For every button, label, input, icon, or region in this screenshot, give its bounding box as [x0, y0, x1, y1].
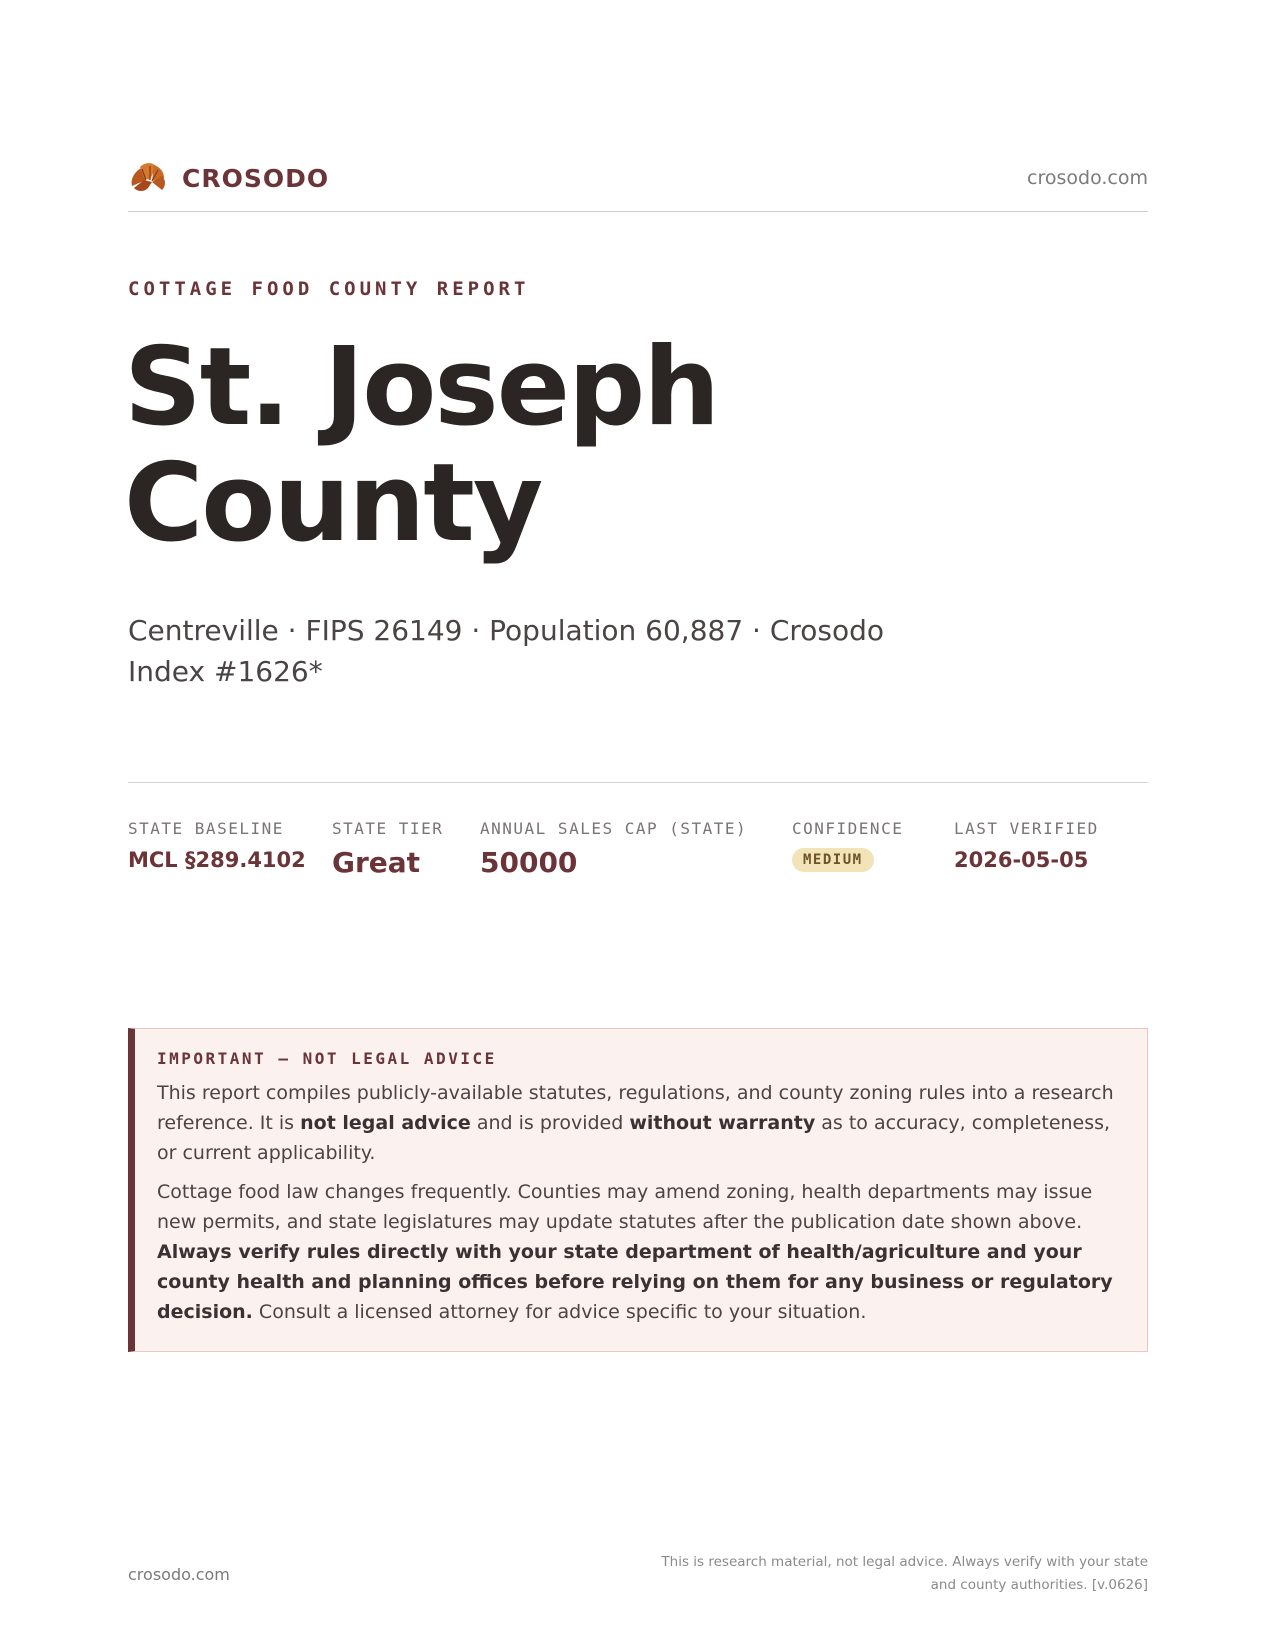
stat-value: 2026-05-05 — [954, 848, 1089, 872]
county-subtitle: Centreville · FIPS 26149 · Population 60,887 · Crosodo Index #1626* — [128, 614, 885, 688]
footer-disclaimer-line-2: and county authorities. [v.0626] — [930, 1577, 1148, 1593]
disclaimer-emphasis: without warranty — [629, 1112, 816, 1134]
disclaimer-emphasis: Always verify rules directly with your state department of health/agriculture and your county health and planning offices before relying on them for any business or regulatory decision. — [157, 1241, 1113, 1323]
report-eyebrow: COTTAGE FOOD COUNTY REPORT — [128, 278, 530, 300]
stat-annual-sales-cap — [480, 819, 747, 879]
stat-state-tier — [332, 819, 443, 879]
stat-label: CONFIDENCE — [792, 819, 904, 838]
title-line-2: County — [124, 441, 542, 566]
brand-name: CROSODO — [182, 163, 330, 193]
stat-value: Great — [332, 846, 421, 879]
stat-confidence — [792, 819, 903, 872]
stat-label: STATE TIER — [332, 819, 444, 838]
stat-last-verified — [954, 819, 1099, 872]
disclaimer-emphasis: not legal advice — [300, 1112, 471, 1134]
page-title — [124, 325, 1024, 566]
disclaimer-paragraph-2 — [157, 1177, 1125, 1327]
stats-row — [128, 782, 1148, 879]
disclaimer-title: IMPORTANT — NOT LEGAL ADVICE — [157, 1049, 497, 1068]
croissant-icon — [128, 158, 168, 198]
disclaimer-text: Cottage food law changes frequently. Counties may amend zoning, health departments may issue new permits, and state legislatures may update statutes after the publication date shown above. — [157, 1181, 1093, 1233]
page-header — [128, 158, 1148, 212]
stat-state-baseline — [128, 819, 306, 872]
disclaimer-text: Consult a licensed attorney for advice specific to your situation. — [252, 1301, 867, 1323]
stat-label: ANNUAL SALES CAP (STATE) — [480, 819, 748, 838]
confidence-badge: MEDIUM — [792, 848, 874, 872]
footer-disclaimer-line-1: This is research material, not legal advice. Always verify with your state — [661, 1554, 1148, 1570]
footer-disclaimer — [628, 1551, 1148, 1597]
disclaimer-paragraph-1 — [157, 1078, 1125, 1168]
stat-label: LAST VERIFIED — [954, 819, 1099, 838]
site-url-link[interactable]: crosodo.com — [1027, 167, 1148, 189]
legal-disclaimer — [128, 1028, 1148, 1352]
disclaimer-text: and is provided — [470, 1112, 630, 1134]
title-line-1: St. Joseph — [124, 325, 719, 450]
brand[interactable] — [128, 158, 329, 198]
disclaimer-text: This report compiles publicly-available statutes, regulations, and county zoning rules into a research reference. It is — [157, 1082, 1114, 1134]
stat-value: 50000 — [480, 846, 578, 879]
footer-site-url[interactable]: crosodo.com — [128, 1565, 230, 1584]
stat-value: MCL §289.4102 — [128, 848, 306, 872]
disclaimer-text: as to accuracy, completeness, or current applicability. — [157, 1112, 1111, 1164]
stat-label: STATE BASELINE — [128, 819, 284, 838]
